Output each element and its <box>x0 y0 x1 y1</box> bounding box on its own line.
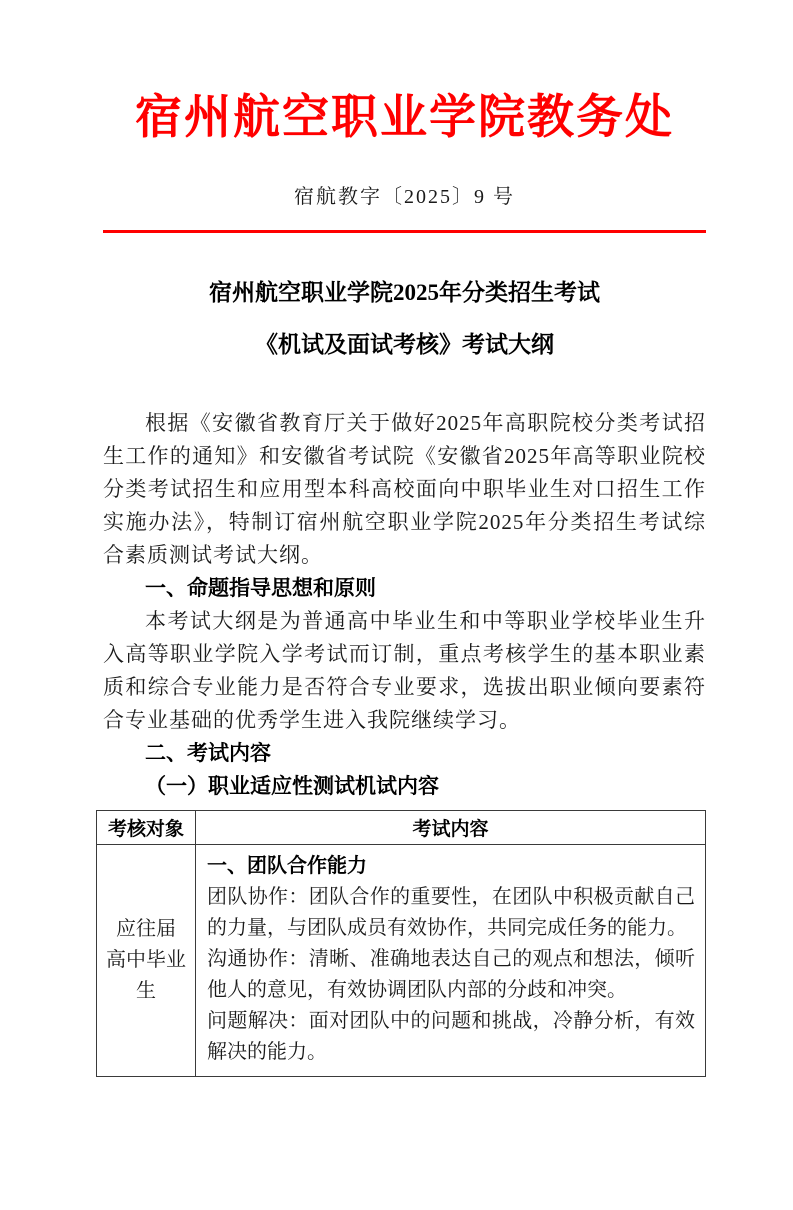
table-row <box>97 845 706 1077</box>
red-divider-rule <box>103 230 706 233</box>
exam-target-line1: 应往届 <box>116 918 176 940</box>
subsection-1-heading: （一）职业适应性测试机试内容 <box>145 775 439 798</box>
letterhead-office-title: 宿州航空职业学院教务处 <box>135 92 674 144</box>
section-2-heading: 二、考试内容 <box>145 742 271 765</box>
section-1-heading: 一、命题指导思想和原则 <box>145 577 376 600</box>
document-page <box>0 88 793 1210</box>
exam-target-line2: 高中毕业生 <box>106 949 186 1002</box>
intro-paragraph: 根据《安徽省教育厅关于做好2025年高职院校分类考试招生工作的通知》和安徽省考试院《安徽省2025年高等职业院校分类考试招生和应用型本科高校面向中职毕业生对口招生工作实施办法》，特制订宿州航空职业学院2025年分类招生考试综合素质测试考试大纲。 <box>103 411 706 567</box>
section-1-paragraph: 本考试大纲是为普通高中毕业生和中等职业学校毕业生升入高等职业学院入学考试而订制，重点考核学生的基本职业素质和综合专业能力是否符合专业要求，选拔出职业倾向要素符合专业基础的优秀学生进入我院继续学习。 <box>103 609 706 732</box>
exam-target-cell <box>97 845 196 1077</box>
document-number: 宿航教字〔2025〕9 号 <box>294 186 515 208</box>
teamwork-item: 团队协作：团队合作的重要性，在团队中积极贡献自己的力量，与团队成员有效协作，共同完成任务的能力。 <box>207 886 695 939</box>
problem-solving-item: 问题解决：面对团队中的问题和挑战，冷静分析，有效解决的能力。 <box>207 1010 695 1063</box>
teamwork-ability-title: 一、团队合作能力 <box>207 855 367 877</box>
communication-item: 沟通协作：清晰、准确地表达自己的观点和想法，倾听他人的意见，有效协调团队内部的分歧和冲突。 <box>207 948 695 1001</box>
table-header-target: 考核对象 <box>97 811 196 845</box>
page-container <box>0 88 793 1210</box>
table-header-row <box>97 811 706 845</box>
document-title-line2: 《机试及面试考核》考试大纲 <box>255 332 554 357</box>
table-header-content: 考试内容 <box>196 811 706 845</box>
document-title-line1: 宿州航空职业学院2025年分类招生考试 <box>209 280 600 305</box>
exam-content-cell <box>196 845 706 1077</box>
exam-content-table <box>96 810 706 1077</box>
